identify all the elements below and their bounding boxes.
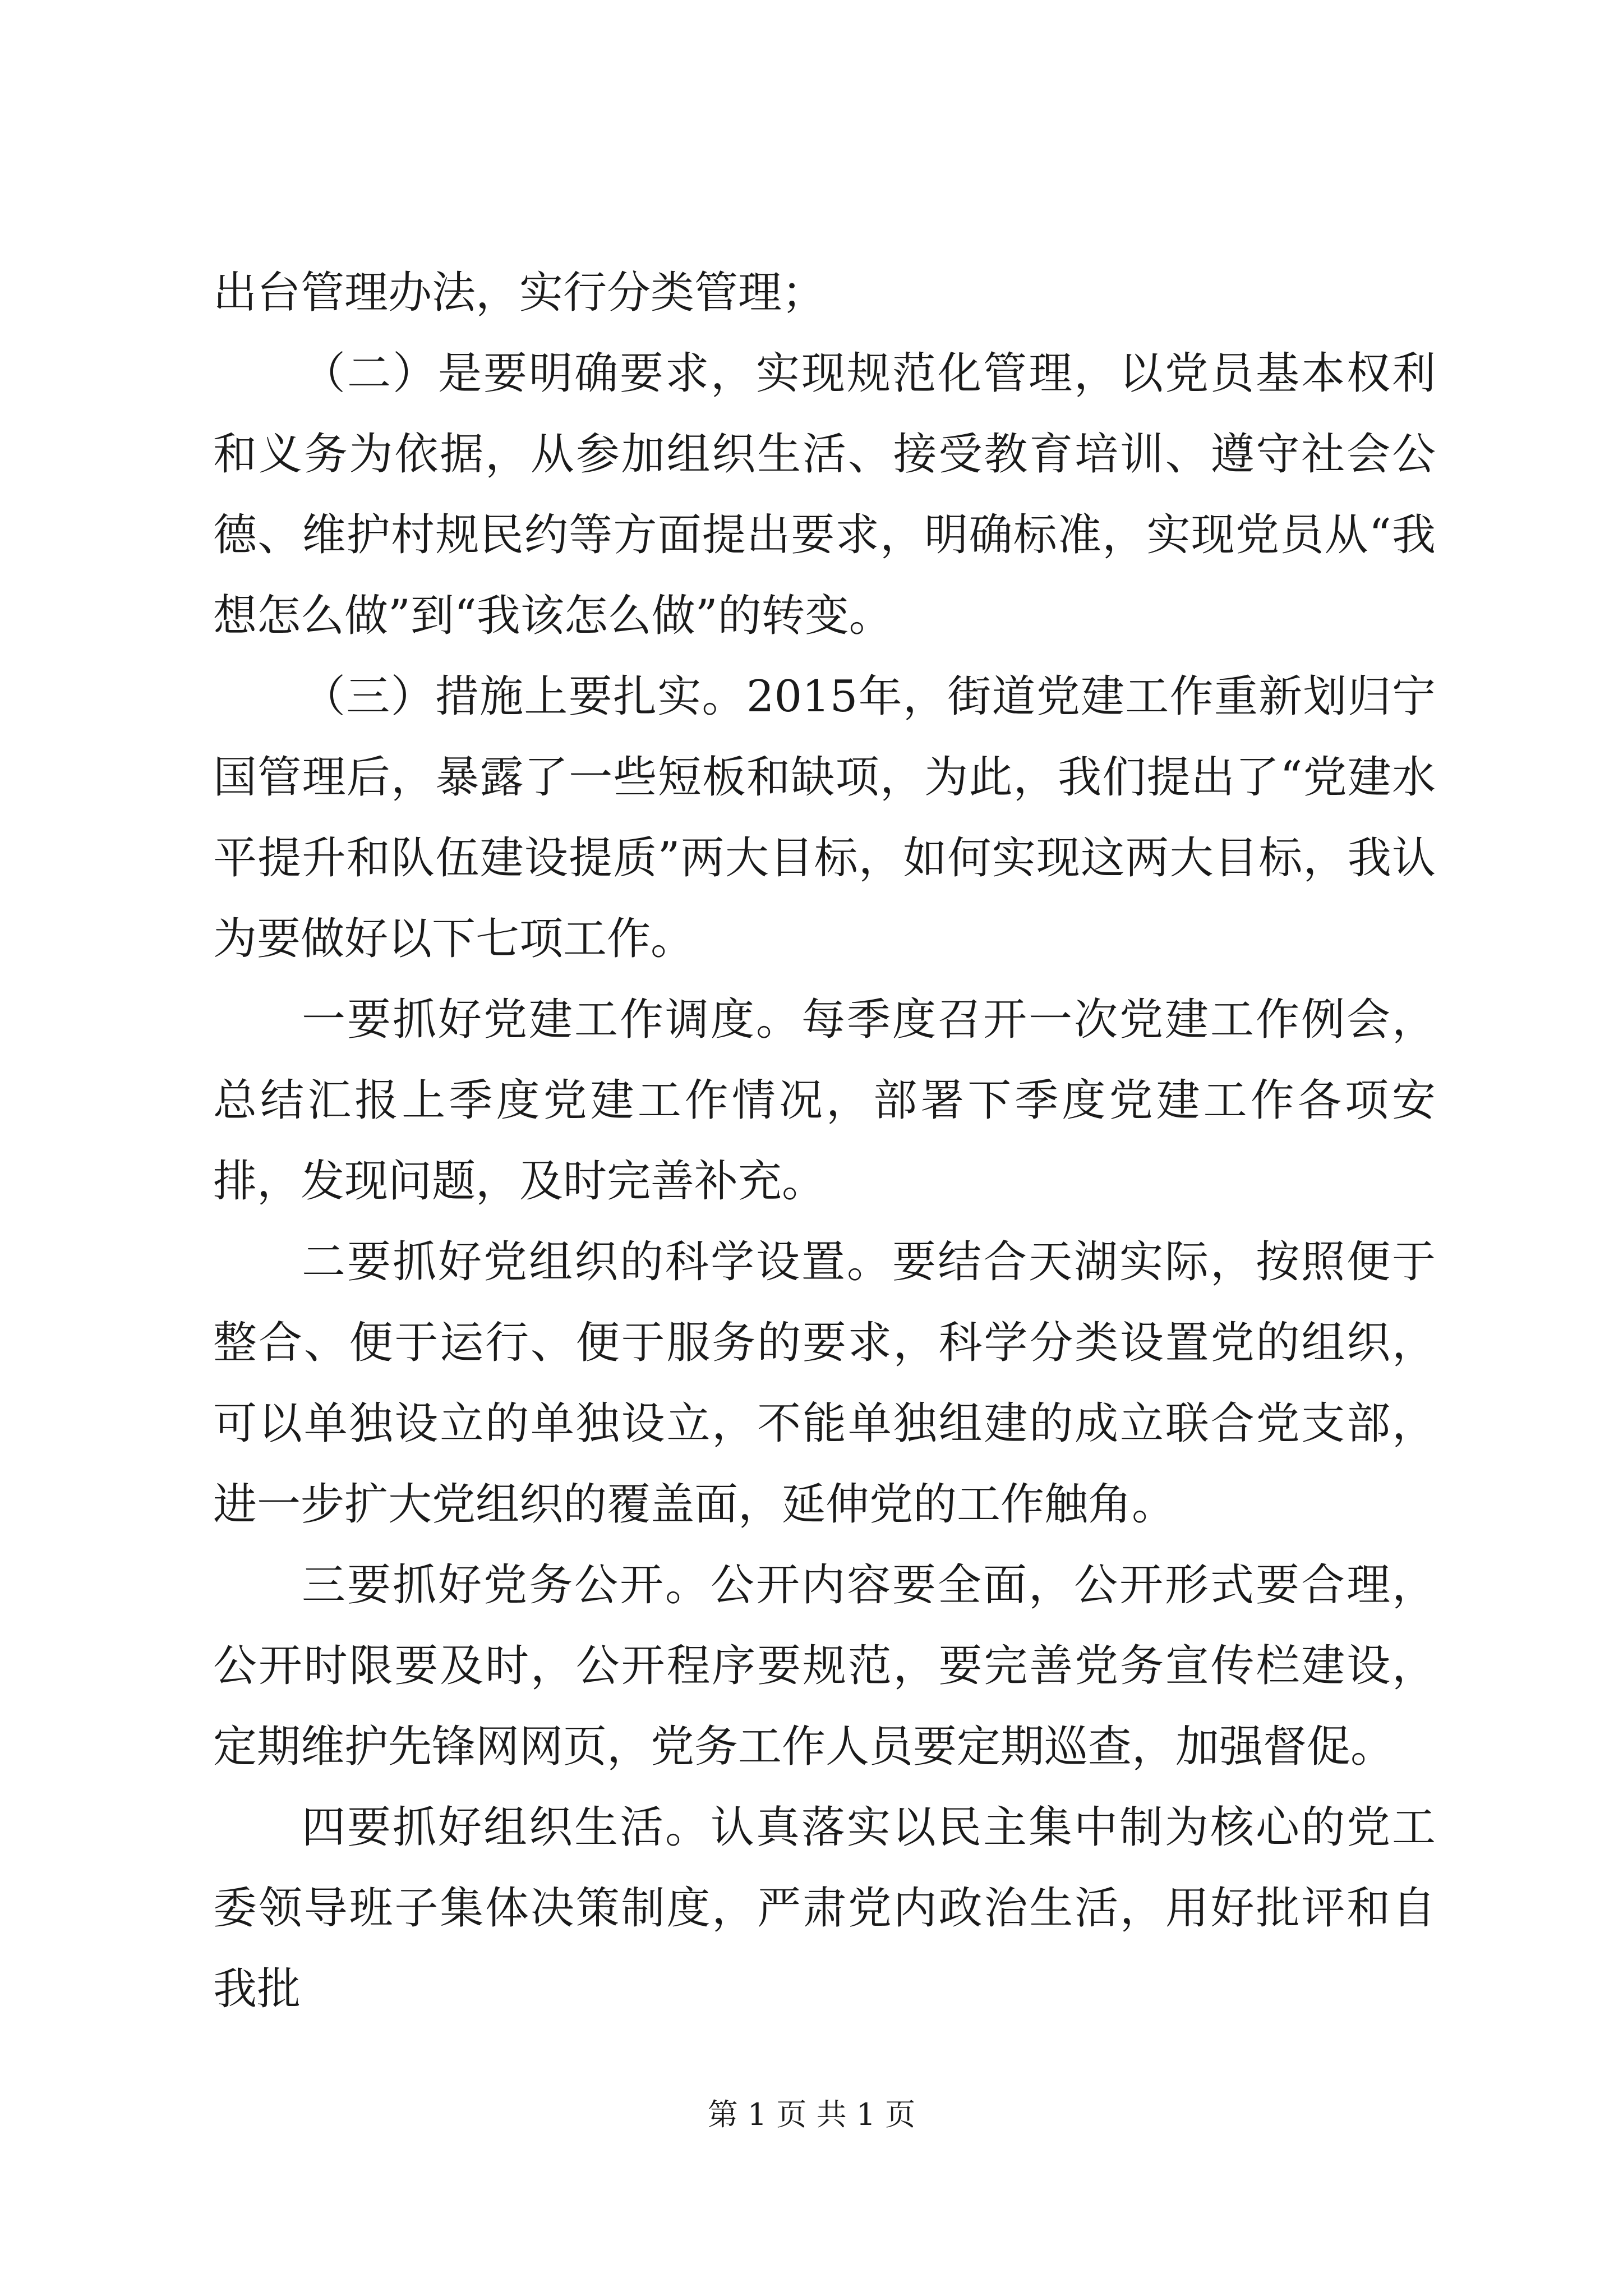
document-body (213, 252, 1436, 2030)
paragraph-item-3: （三）措施上要扎实。2015年，街道党建工作重新划归宁国管理后，暴露了一些短板和缺项，为此，我们提出了“党建水平提升和队伍建设提质”两大目标，如何实现这两大目标，我认为要做好以下七项工作。 (213, 671, 1436, 964)
paragraph-task-3: 三要抓好党务公开。公开内容要全面，公开形式要合理，公开时限要及时，公开程序要规范，要完善党务宣传栏建设，定期维护先锋网网页，党务工作人员要定期巡查，加强督促。 (213, 1560, 1436, 1772)
page-footer: 第 1 页 共 1 页 (707, 2097, 916, 2132)
paragraph-task-4: 四要抓好组织生活。认真落实以民主集中制为核心的党工委领导班子集体决策制度，严肃党内政治生活，用好批评和自我批 (213, 1802, 1436, 2014)
paragraph-task-1: 一要抓好党建工作调度。每季度召开一次党建工作例会，总结汇报上季度党建工作情况，部署下季度党建工作各项安排，发现问题，及时完善补充。 (213, 995, 1436, 1207)
paragraph-continuation: 出台管理办法，实行分类管理； (213, 268, 826, 318)
paragraph-item-2: （二）是要明确要求，实现规范化管理，以党员基本权利和义务为依据，从参加组织生活、接受教育培训、遵守社会公德、维护村规民约等方面提出要求，明确标准，实现党员从“我想怎么做”到“我该怎么做”的转变。 (213, 348, 1436, 641)
paragraph-task-2: 二要抓好党组织的科学设置。要结合天湖实际，按照便于整合、便于运行、便于服务的要求，科学分类设置党的组织，可以单独设立的单独设立，不能单独组建的成立联合党支部，进一步扩大党组织的覆盖面，延伸党的工作触角。 (213, 1237, 1436, 1530)
